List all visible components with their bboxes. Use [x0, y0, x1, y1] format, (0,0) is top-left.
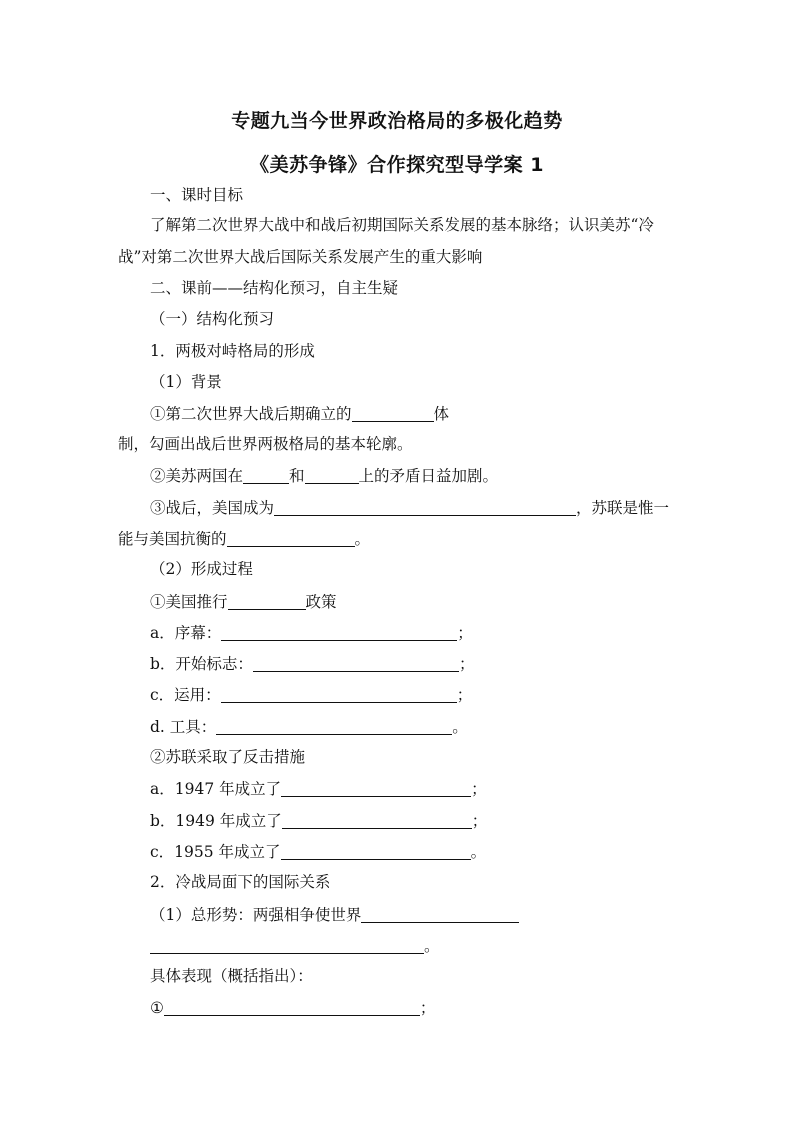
- text-segment: 。: [470, 843, 487, 861]
- text-segment: ①: [150, 999, 164, 1017]
- background-heading: （1）背景: [150, 373, 222, 391]
- text-segment: a．1947 年成立了: [150, 780, 282, 798]
- concrete-heading: 具体表现（概括指出）：: [150, 967, 313, 985]
- text-segment: 政策: [305, 593, 337, 611]
- section-2-heading: 二、课前——结构化预习，自主生疑: [150, 279, 399, 297]
- text-segment: d. 工具：: [150, 718, 217, 736]
- us-item-c: [150, 683, 472, 706]
- text-segment: （1）总形势：两强相争使世界: [150, 906, 362, 924]
- text-segment: 上的矛盾日益加剧。: [358, 467, 499, 485]
- text-segment: ；: [471, 780, 487, 798]
- text-segment: ①美国推行: [150, 593, 228, 611]
- fill-blank[interactable]: [150, 937, 424, 954]
- fill-blank[interactable]: [282, 812, 472, 829]
- point-2-heading: 2．冷战局面下的国际关系: [150, 873, 331, 891]
- concrete-item-1: [150, 996, 435, 1019]
- text-segment: a．序幕：: [150, 624, 222, 642]
- document-subtitle: 《美苏争锋》合作探究型导学案 1: [250, 154, 544, 176]
- fill-blank[interactable]: [281, 780, 471, 797]
- background-item-3-cont: [118, 527, 370, 550]
- us-item-b: [150, 652, 474, 675]
- objective-text-line-1: 了解第二次世界大战中和战后初期国际关系发展的基本脉络；认识美苏“冷: [150, 216, 654, 234]
- text-segment: 。: [452, 718, 468, 736]
- text-segment: b．1949 年成立了: [150, 812, 282, 830]
- text-segment: 和: [289, 467, 305, 485]
- fill-blank[interactable]: [228, 593, 306, 610]
- fill-blank[interactable]: [281, 843, 471, 860]
- fill-blank[interactable]: [253, 655, 459, 672]
- text-segment: ，苏联是惟一: [576, 499, 670, 517]
- background-item-1-cont: 制，勾画出战后世界两极格局的基本轮廓。: [118, 435, 413, 453]
- text-segment: 体: [433, 405, 450, 423]
- fill-blank[interactable]: [221, 686, 457, 703]
- text-segment: 能与美国抗衡的: [118, 530, 227, 548]
- fill-blank[interactable]: [216, 718, 452, 735]
- ussr-item-c: [150, 840, 486, 863]
- fill-blank[interactable]: [243, 467, 289, 484]
- text-segment: 。: [354, 530, 371, 548]
- subsection-1-heading: （一）结构化预习: [150, 310, 275, 328]
- us-item-d: [150, 715, 468, 738]
- text-segment: c．运用：: [150, 686, 221, 704]
- overall-situation: [150, 903, 519, 926]
- fill-blank[interactable]: [274, 499, 576, 516]
- text-segment: ；: [457, 624, 473, 642]
- text-segment: ③战后，美国成为: [150, 499, 275, 517]
- text-segment: c．1955 年成立了: [150, 843, 281, 861]
- text-segment: 。: [424, 937, 440, 955]
- ussr-item-a: [150, 777, 487, 800]
- ussr-item-b: [150, 809, 487, 832]
- us-item-a: [150, 621, 473, 644]
- fill-blank[interactable]: [352, 405, 434, 422]
- objective-text-line-2: 战”对第二次世界大战后国际关系发展产生的重大影响: [118, 248, 483, 266]
- text-segment: ①第二次世界大战后期确立的: [150, 405, 352, 423]
- text-segment: b．开始标志：: [150, 655, 253, 673]
- text-segment: ；: [458, 655, 475, 673]
- text-segment: ；: [419, 999, 436, 1017]
- text-segment: ；: [471, 812, 488, 830]
- us-policy: [150, 590, 337, 613]
- text-segment: ②美苏两国在: [150, 467, 244, 485]
- background-item-3: [150, 496, 669, 519]
- overall-situation-cont: [150, 934, 440, 957]
- formation-heading: （2）形成过程: [150, 560, 253, 578]
- fill-blank[interactable]: [164, 999, 420, 1016]
- point-1-heading: 1．两极对峙格局的形成: [150, 342, 315, 360]
- fill-blank[interactable]: [305, 467, 359, 484]
- section-1-heading: 一、课时目标: [150, 186, 244, 204]
- fill-blank[interactable]: [227, 530, 355, 547]
- document-title: 专题九当今世界政治格局的多极化趋势: [231, 110, 563, 132]
- text-segment: ；: [456, 686, 473, 704]
- background-item-2: [150, 464, 498, 487]
- fill-blank[interactable]: [361, 906, 519, 923]
- background-item-1: [150, 402, 449, 425]
- ussr-response: ②苏联采取了反击措施: [150, 748, 306, 766]
- fill-blank[interactable]: [221, 624, 457, 641]
